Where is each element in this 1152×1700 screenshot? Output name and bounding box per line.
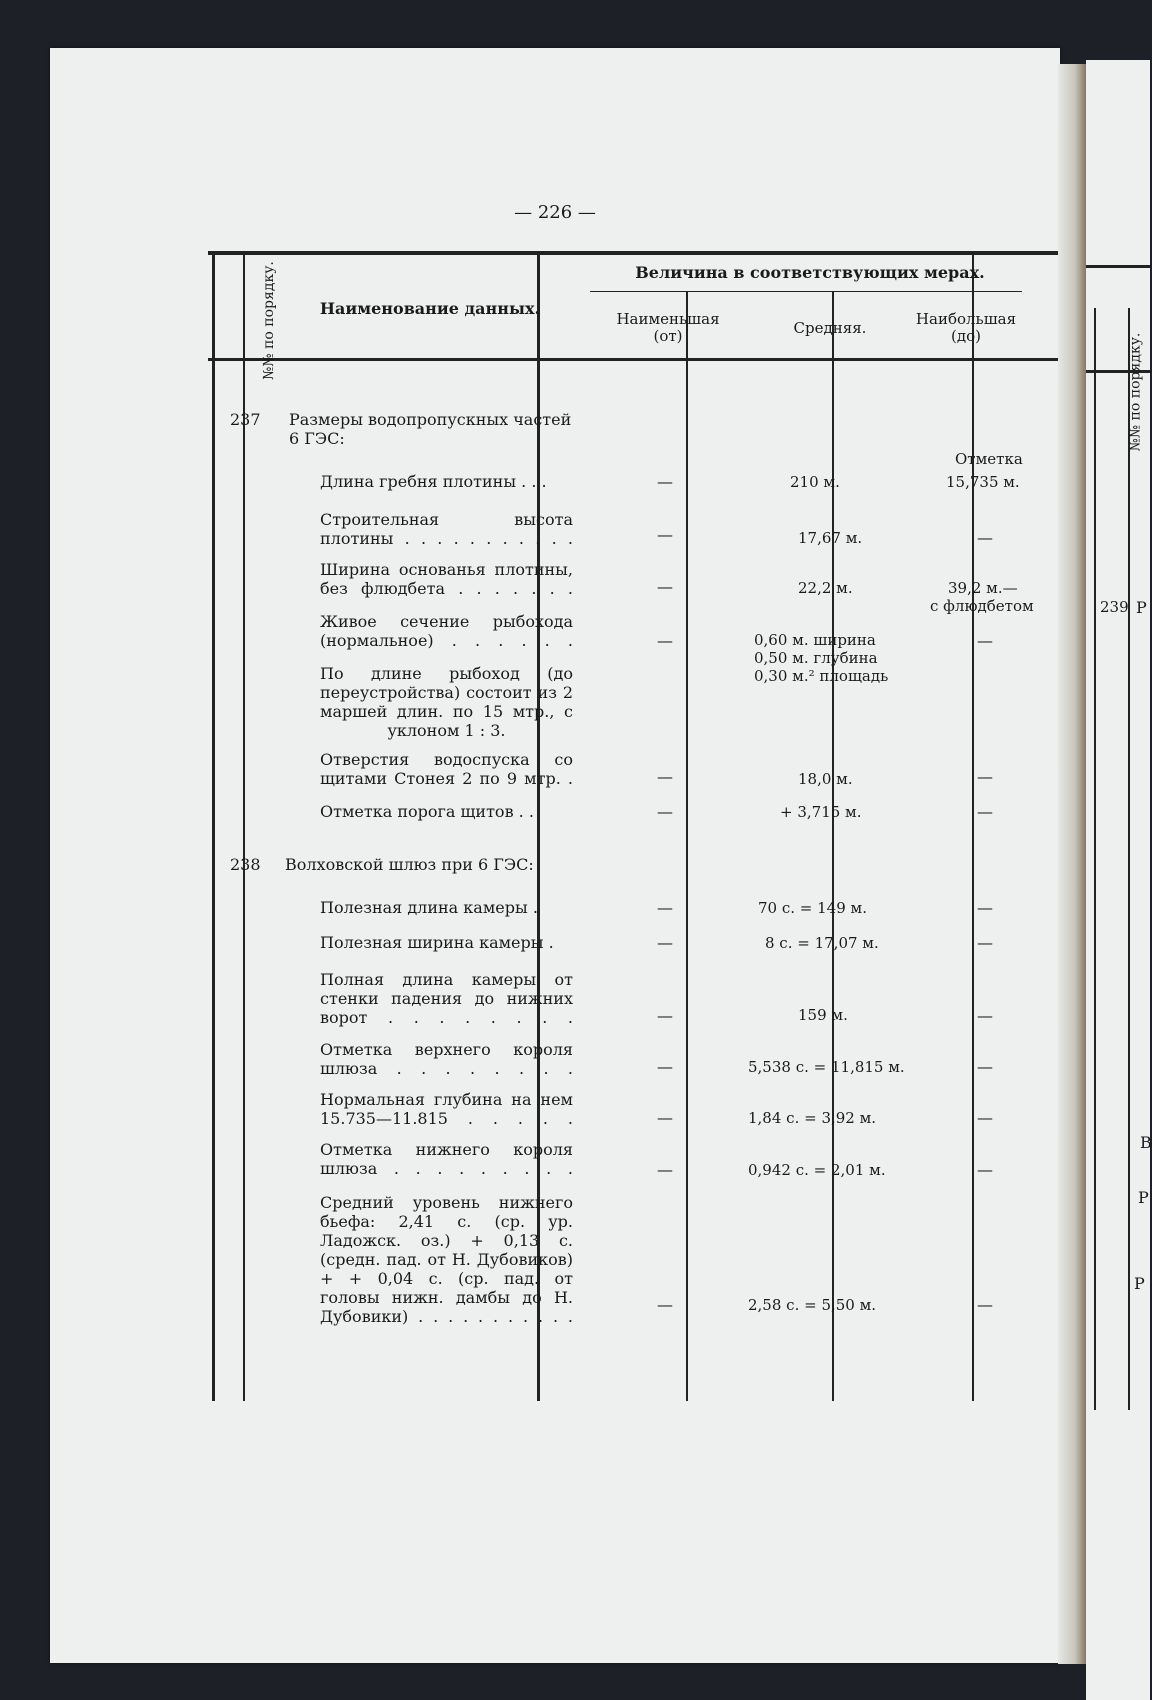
next-page-letter: В	[1140, 1133, 1152, 1152]
row-name: Живое сечение рыбохода (нормальное) . . . . . .	[320, 612, 573, 650]
next-page-letter: Р	[1136, 598, 1147, 617]
column-rule-min	[686, 291, 688, 1401]
header-col-group: Величина в соответствующих мерах.	[635, 263, 985, 282]
min-value: —	[657, 1108, 673, 1127]
row-number: 237	[230, 410, 261, 429]
page-number: — 226 —	[514, 202, 596, 223]
min-value: —	[657, 767, 673, 786]
next-page-row-no: 239	[1100, 598, 1129, 616]
column-rule-mid	[832, 291, 834, 1401]
book-spine	[1058, 64, 1086, 1664]
min-value: —	[657, 577, 673, 596]
max-value: —	[977, 767, 993, 786]
min-value: —	[657, 1295, 673, 1314]
min-value: —	[657, 933, 673, 952]
max-value: 15,735 м.	[946, 473, 1020, 491]
row-number: 238	[230, 855, 261, 874]
max-value: —	[977, 1160, 993, 1179]
header-col-no: №№ по порядку.	[260, 261, 277, 380]
next-page-col-no: №№ по порядку.	[1127, 332, 1144, 452]
row-name: Полезная ширина камеры .	[320, 933, 554, 952]
min-value: —	[657, 472, 673, 491]
row-name: Ширина основанья плотины, без флюдбета . . . . . . .	[320, 560, 573, 598]
mid-value: 159 м.	[798, 1006, 848, 1024]
min-value: —	[657, 1160, 673, 1179]
mid-value: 0,60 м. ширина	[754, 631, 876, 649]
max-value: 39,2 м.—	[948, 579, 1018, 597]
row-name: Полная длина камеры от стенки падения до нижних ворот . . . . . . . .	[320, 970, 573, 1027]
max-value: —	[977, 898, 993, 917]
header-divider	[590, 291, 1022, 292]
mid-value: 22,2 м.	[798, 579, 853, 597]
next-page-edge	[1086, 60, 1150, 1700]
max-value: —	[977, 528, 993, 547]
next-page-letter: Р	[1138, 1188, 1149, 1207]
column-rule-right	[972, 253, 974, 1401]
max-value: —	[977, 631, 993, 650]
max-value: —	[977, 1006, 993, 1025]
max-value: —	[977, 1057, 993, 1076]
mid-value: 18,0 м.	[798, 770, 853, 788]
mid-value: + 3,715 м.	[780, 803, 862, 821]
max-value: —	[977, 1108, 993, 1127]
min-value: —	[657, 1057, 673, 1076]
min-value: —	[657, 525, 673, 544]
mid-value: 0,30 м.² площадь	[754, 667, 889, 685]
header-col-min: Наименьшая (от)	[616, 310, 720, 345]
max-value-note: с флюдбетом	[930, 597, 1034, 615]
row-title: Волховской шлюз при 6 ГЭС:	[285, 855, 534, 874]
min-value: —	[657, 898, 673, 917]
row-name: Отметка верхнего короля шлюза . . . . . . . .	[320, 1040, 573, 1078]
row-name: Длина гребня плотины . . .	[320, 472, 547, 491]
row-name: Отметка порога щитов . .	[320, 802, 534, 821]
row-name: Средний уровень нижнего бьефа: 2,41 с. (ср. ур. Ладожск. оз.) + 0,13 с. (средн. пад. от Н. Дубовиков) + + 0,04 с. (ср. пад. от головы нижн. дамбы до Н. Дубовики) . . . . . . . . . . .	[320, 1193, 573, 1326]
min-value: —	[657, 631, 673, 650]
mid-value: 210 м.	[790, 473, 840, 491]
header-bottom-rule	[208, 358, 1060, 361]
mid-value: 17,67 м.	[798, 529, 863, 547]
mid-value: 2,58 с. = 5,50 м.	[748, 1296, 877, 1314]
mid-value: 0,50 м. глубина	[754, 649, 878, 667]
row-name: Отметка нижнего короля шлюза . . . . . . . . .	[320, 1140, 573, 1178]
row-name: Полезная длина камеры .	[320, 898, 538, 917]
mid-value: 5,538 с. = 11,815 м.	[748, 1058, 905, 1076]
header-col-mid: Средняя.	[793, 319, 867, 337]
min-value: —	[657, 1006, 673, 1025]
min-value: —	[657, 802, 673, 821]
max-value: —	[977, 802, 993, 821]
mid-value: 8 с. = 17,07 м.	[765, 934, 879, 952]
max-label: Отметка	[955, 450, 1023, 468]
mid-value: 0,942 с. = 2,01 м.	[748, 1161, 886, 1179]
mid-value: 70 с. = 149 м.	[758, 899, 867, 917]
next-page-letter: Р	[1134, 1274, 1145, 1293]
header-col-name: Наименование данных.	[319, 299, 541, 318]
row-name: Отверстия водоспуска со щитами Стонея 2 по 9 мтр. .	[320, 750, 573, 788]
mid-value: 1,84 с. = 3,92 м.	[748, 1109, 877, 1127]
table-top-rule	[208, 251, 1060, 255]
column-rule-left	[212, 253, 215, 1401]
row-name: Нормальная глубина на нем 15.735—11.815 . . . . .	[320, 1090, 573, 1128]
row-name: По длине рыбоход (до переустройства) состоит из 2 маршей длин. по 15 мтр., с уклоном 1 : 3.	[320, 664, 573, 740]
row-title: Размеры водопропускных частей 6 ГЭС:	[289, 410, 572, 448]
header-col-max: Наибольшая (до)	[915, 310, 1017, 345]
row-name: Строительная высота плотины . . . . . . . . . . .	[320, 510, 573, 548]
max-value: —	[977, 1295, 993, 1314]
max-value: —	[977, 933, 993, 952]
